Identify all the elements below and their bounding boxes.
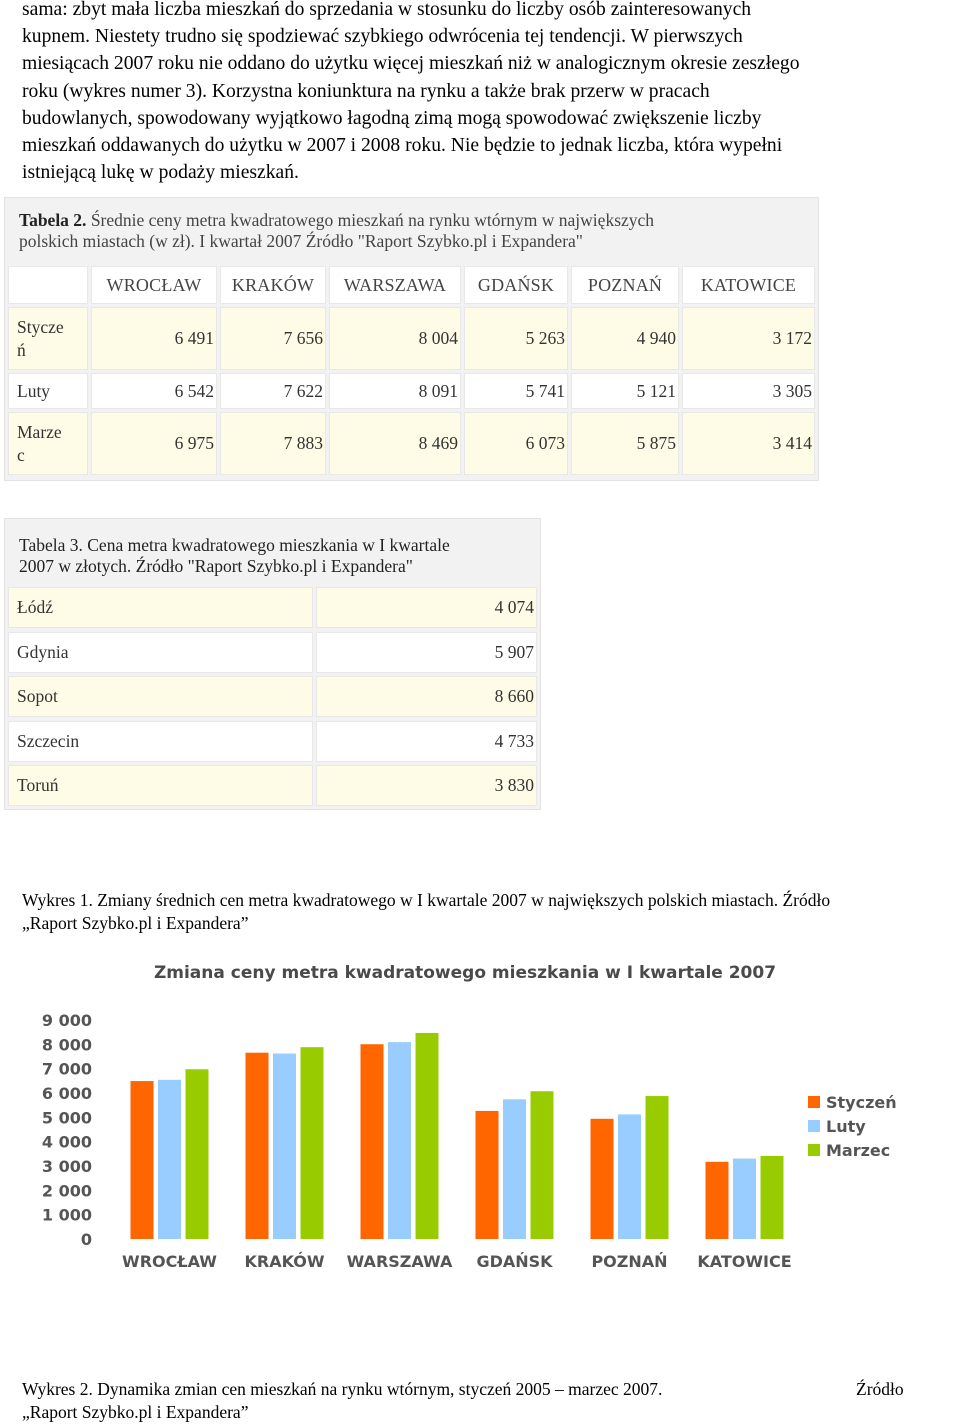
table-3-city-cell: Toruń xyxy=(8,765,313,806)
bar-chart xyxy=(0,950,960,1290)
table-2-value-cell: 3 414 xyxy=(682,412,815,475)
table-2-value-cell: 7 622 xyxy=(220,373,326,409)
table-2-value-cell: 3 305 xyxy=(682,373,815,409)
wykres-2-caption xyxy=(22,1378,942,1424)
y-tick-label: 9 000 xyxy=(41,1011,92,1030)
table-2-column-header: WARSZAWA xyxy=(329,266,461,304)
bar-marzec xyxy=(531,1091,554,1239)
legend-label: Styczeń xyxy=(826,1093,897,1112)
table-3-city-cell: Sopot xyxy=(8,676,313,717)
y-tick-label: 6 000 xyxy=(41,1084,92,1103)
x-tick-label: GDAŃSK xyxy=(476,1252,553,1271)
bar-styczeń xyxy=(476,1111,499,1239)
y-tick-label: 0 xyxy=(80,1230,92,1249)
wykres-2-caption-source: Źródło xyxy=(856,1379,904,1399)
y-tick-label: 1 000 xyxy=(41,1205,92,1225)
table-2-panel xyxy=(4,197,819,481)
table-2-value-cell: 6 542 xyxy=(91,373,217,409)
table-2-value-cell: 7 883 xyxy=(220,412,326,475)
wykres-2-caption-line: Wykres 2. Dynamika zmian cen mieszkań na rynku wtórnym, styczeń 2005 – marzec 2007. xyxy=(22,1379,663,1399)
y-tick-label: 7 000 xyxy=(41,1059,92,1079)
table-2-row-label-text: c xyxy=(17,444,25,465)
table-2-row-label xyxy=(8,373,88,409)
table-3-caption xyxy=(19,535,529,577)
table-2-column-header: GDAŃSK xyxy=(464,266,568,304)
legend-swatch xyxy=(808,1120,820,1132)
x-tick-label: POZNAŃ xyxy=(591,1252,668,1271)
table-2-value-cell: 5 121 xyxy=(571,373,679,409)
intro-line: budowlanych, spowodowany wyjątkowo łagodną zimą mogą spowodować zwiększenie liczby xyxy=(22,107,762,129)
y-tick-label: 8 000 xyxy=(41,1035,92,1055)
y-tick-label: 3 000 xyxy=(41,1157,92,1176)
table-3-city-cell: Szczecin xyxy=(8,721,313,762)
bar-styczeń xyxy=(246,1053,269,1239)
table-2-row-label-text: Stycze xyxy=(17,316,64,337)
y-tick-label: 4 000 xyxy=(41,1132,92,1152)
intro-line: istniejącą lukę w podaży mieszkań. xyxy=(22,162,299,184)
intro-line: sama: zbyt mała liczba mieszkań do sprzedania w stosunku do liczby osób zainteresowanych xyxy=(22,0,752,20)
table-2-row-label-text: Luty xyxy=(17,380,51,401)
bar-marzec xyxy=(416,1033,439,1239)
table-2-value-cell: 4 940 xyxy=(571,307,679,370)
table-3-value-cell: 8 660 xyxy=(316,676,537,717)
table-3-value-cell: 3 830 xyxy=(316,765,537,806)
legend-label: Marzec xyxy=(826,1141,891,1160)
y-tick-label: 5 000 xyxy=(41,1108,92,1128)
table-2-value-cell: 6 975 xyxy=(91,412,217,475)
table-2-value-cell: 6 073 xyxy=(464,412,568,475)
table-2-value-cell: 8 004 xyxy=(329,307,461,370)
bar-styczeń xyxy=(591,1119,614,1239)
bar-marzec xyxy=(301,1047,324,1239)
table-3-caption-line: Tabela 3. Cena metra kwadratowego mieszkania w I kwartale xyxy=(19,535,450,555)
legend-swatch xyxy=(808,1096,820,1108)
table-2-row-label xyxy=(8,307,88,370)
bar-styczeń xyxy=(131,1081,154,1239)
bar-luty xyxy=(388,1042,411,1239)
bar-luty xyxy=(158,1080,181,1239)
x-tick-label: KATOWICE xyxy=(697,1252,792,1271)
x-tick-label: WROCŁAW xyxy=(122,1252,217,1271)
table-2-caption xyxy=(19,210,809,252)
intro-line: kupnem. Niestety trudno się spodziewać szybkiego odwrócenia tej tendencji. W pierwszych xyxy=(22,26,743,48)
table-2-caption-label: Tabela 2. xyxy=(19,210,87,230)
x-tick-label: KRAKÓW xyxy=(244,1252,325,1271)
table-2-value-cell: 5 741 xyxy=(464,373,568,409)
bar-styczeń xyxy=(706,1162,729,1239)
bar-marzec xyxy=(761,1156,784,1239)
y-tick-label: 2 000 xyxy=(41,1181,92,1201)
intro-line: roku (wykres numer 3). Korzystna koniunktura na rynku a także brak przerw w pracach xyxy=(22,80,710,102)
table-3-city-cell: Gdynia xyxy=(8,632,313,673)
table-2-value-cell: 5 875 xyxy=(571,412,679,475)
table-2-value-cell: 6 491 xyxy=(91,307,217,370)
table-2-row-label-text: ń xyxy=(17,339,26,360)
wykres-2-caption-line: „Raport Szybko.pl i Expandera” xyxy=(22,1402,249,1422)
table-3-panel xyxy=(4,518,541,810)
table-2-value-cell: 7 656 xyxy=(220,307,326,370)
intro-line: miesiącach 2007 roku nie oddano do użytku więcej mieszkań niż w analogicznym okresie zeszłego xyxy=(22,53,800,75)
table-2-column-header: KATOWICE xyxy=(682,266,815,304)
table-2-column-header: KRAKÓW xyxy=(220,266,326,304)
table-2-value-cell: 8 091 xyxy=(329,373,461,409)
chart-title: Zmiana ceny metra kwadratowego mieszkania w I kwartale 2007 xyxy=(153,963,777,983)
bar-luty xyxy=(273,1054,296,1239)
bar-luty xyxy=(503,1099,526,1239)
legend-label: Luty xyxy=(826,1117,866,1136)
table-3-value-cell: 4 074 xyxy=(316,587,537,628)
table-3-value-cell: 5 907 xyxy=(316,632,537,673)
bar-luty xyxy=(618,1114,641,1239)
wykres-1-caption-line: Wykres 1. Zmiany średnich cen metra kwadratowego w I kwartale 2007 w największych polskich miastach. Źródło xyxy=(22,890,831,910)
table-2-value-cell: 3 172 xyxy=(682,307,815,370)
table-2-value-cell: 5 263 xyxy=(464,307,568,370)
intro-paragraph xyxy=(22,0,957,186)
table-2-corner-cell xyxy=(8,266,88,304)
table-2-column-header: WROCŁAW xyxy=(91,266,217,304)
table-2-value-cell: 8 469 xyxy=(329,412,461,475)
table-2-caption-text: Średnie ceny metra kwadratowego mieszkań na rynku wtórnym w największych xyxy=(86,210,655,230)
bar-styczeń xyxy=(361,1044,384,1239)
wykres-1-caption-line: „Raport Szybko.pl i Expandera” xyxy=(22,913,249,933)
table-3-caption-line: 2007 w złotych. Źródło "Raport Szybko.pl i Expandera" xyxy=(19,556,413,576)
table-2-row-label xyxy=(8,412,88,475)
bar-marzec xyxy=(186,1069,209,1239)
legend-swatch xyxy=(808,1144,820,1156)
wykres-1-caption xyxy=(22,889,942,935)
table-2-row-label-text: Marze xyxy=(17,421,62,442)
table-3-city-cell: Łódź xyxy=(8,587,313,628)
intro-line: mieszkań oddawanych do użytku w 2007 i 2008 roku. Nie będzie to jednak liczba, która wypełni xyxy=(22,135,783,157)
table-3-value-cell: 4 733 xyxy=(316,721,537,762)
table-2-column-header: POZNAŃ xyxy=(571,266,679,304)
table-2-caption-text: polskich miastach (w zł). I kwartał 2007 Źródło "Raport Szybko.pl i Expandera" xyxy=(19,231,583,251)
bar-marzec xyxy=(646,1096,669,1239)
bar-luty xyxy=(733,1159,756,1239)
x-tick-label: WARSZAWA xyxy=(346,1252,453,1271)
